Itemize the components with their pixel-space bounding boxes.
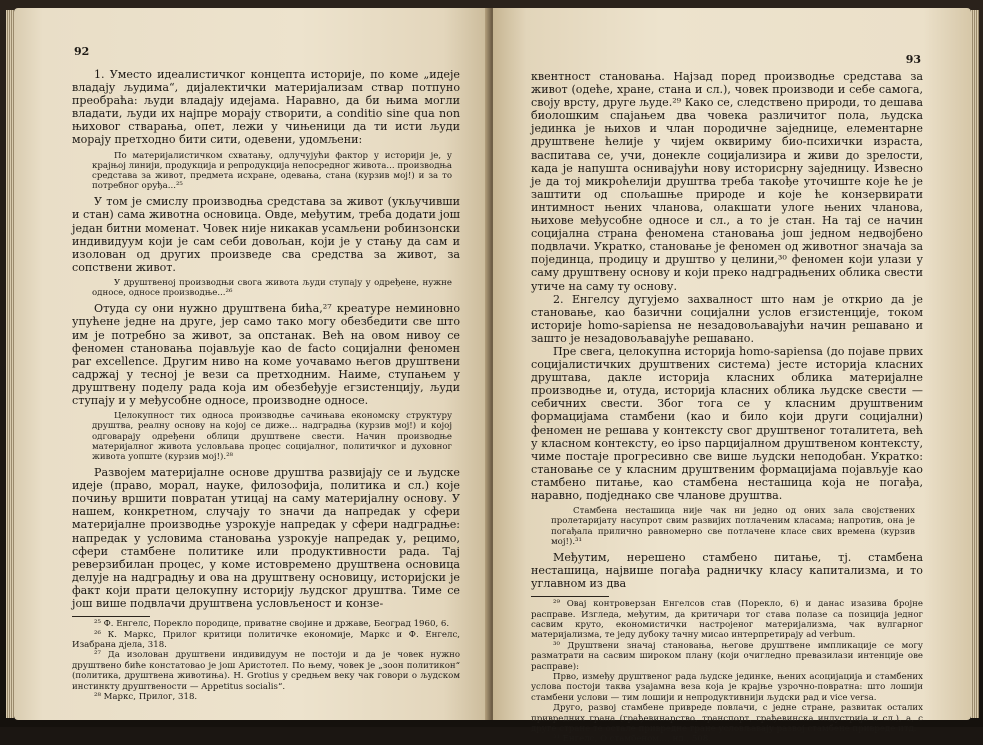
page-number-left: 92 bbox=[74, 45, 90, 58]
paragraph: Међутим, нерешено стамбено питање, тј. стамбена несташица, највише погађа радничку класу капитализма, и то углавном из два bbox=[531, 550, 923, 591]
footnote: ²⁶ К. Маркс, Прилог критици политичке економије, Маркс и Ф. Енгелс, Изабрана дјела, 318. bbox=[72, 629, 460, 650]
paragraph: 1. Уместо идеалистичког концепта историје, по коме „идеје владају људима“, дијалектички материјализам ствар потпуно преобраћа: људи владају идејама. Наравно, да би њима могли владати, људи их најпре морају створити, а conditio sine qua non њиховог стварања, опет, лежи у чињеници да ти исти људи морају претходно бити сити, одевени, удомљени: bbox=[72, 68, 460, 147]
footnote-divider bbox=[72, 616, 150, 617]
footnote-divider bbox=[531, 596, 609, 597]
left-page-text bbox=[72, 68, 460, 702]
block-quote: По материјалистичком схватању, одлучујући фактор у историји је, у крајњој линији, продукција и репродукција непосредног живота... производња средстава за живот, предмета исхране, одевања, стана (курзив мој!) и за то потребног оруђа...²⁵ bbox=[92, 150, 452, 192]
footnote: ²⁵ Ф. Енгелс, Порекло породице, приватне својине и државе, Београд 1960, 6. bbox=[94, 619, 450, 630]
page-edges-right bbox=[971, 10, 979, 718]
footnote: Прво, између друштвеног рада људске јединке, њених асоцијација и стамбених услова постоји таква узајамна веза која је крајње узрочно-повратна: што лошији стамбени услови — тим лошији и непродуктивнији људски рад и vice versa. bbox=[531, 672, 923, 703]
paragraph: квентност становања. Најзад поред производње средстава за живот (одеће, хране, стана и сл.), човек производи и себе самога, своју врсту, друге људе.²⁹ Како се, следствено природи, то дешава биолошким спајањем два човека различитог пола, људска јединка је њихов и члан породичне заједнице, елементарне друштвене ћелије у чијем оквириму био-психички израста, васпитава се, учи, донекле социјализира и живи до зрелости, када је напушта оснивајући нову историсрну заједницу. Извесно је да тој микроћелији друштва треба такође уточиште које ће је заштити од спољашње природе и које ће конзервирати интимност њених чланова, олакшати улоге њених чланова, њихове међусобне односе и сл., а то је стан. На тај се начин социјална страна феномена становања још једном недвојбено подвлачи. Укратко, становање је феномен од животног значаја за појединца, продицу и друштво у целини,³⁰ феномен који улази у саму друштвену основу и који преко надградњених облика свести утиче на саму ту основу. bbox=[531, 70, 923, 293]
block-quote: Стамбена несташица није чак ни једно од оних зала својствених пролетаријату насупрот свим развијих потлаченим класама; напротив, она је погађала прилично равномерно све потлачене класе свих времена (курзив мој!).³¹ bbox=[551, 506, 915, 547]
page-edges-left bbox=[6, 10, 14, 718]
paragraph: Отуда су они нужно друштвена бића,²⁷ креатуре неминовно упућене једне на друге, јер само тако могу обезбедити све што им је потребно за живот, за опстанак. Већ на овом нивоу се феномен становања појављује као de facto социјални феномен par excellence. Другим ниво на коме уочавамо његов друштвени садржај у тесној је вези са претходним. Наиме, ступањем у друштвену поделу рада која им обезбеђује егзистенцију, људи ступају и у међусобне односе, производне односе. bbox=[72, 302, 460, 407]
footnote: ²⁹ Овај контроверзан Енгелсов став (Порекло, 6) и данас изазива бројне расправе. Изгледа, међутим, да критичари тог става полазе са позиција једног сасвим круто, економистички настројеног материјализма, чак вулгарног материјализма, те једу дубоку тачну мисао интерпретирају ad verbum. bbox=[531, 599, 923, 641]
block-quote: Целокупност тих односа производње сачињава економску структуру друштва, реалну основу на којој се диже... надградња (курзив мој!) и којој одговарају одређени облици друштвене свести. Начин производње материјалног живота условљава процес социјалног, политичког и духовног живота уопште (курзив мој!).²⁸ bbox=[92, 411, 452, 462]
footnote: ²⁷ Да изолован друштвени индивидуум не постоји и да је човек нужно друштвено биће констатовао је још Аристотел. По њему, човек је „зоон политикон“ (политика, друштвена животиња). Н. Grotius у средњем веку чак говори о људском инстинкту друштвености — Appetitus socialis“. bbox=[72, 650, 460, 692]
page-number-right: 93 bbox=[905, 53, 921, 66]
paragraph: У том је смислу производња средстава за живот (укључивши и стан) сама животна основица. Овде, међутим, треба додати још један битни моменат. Човек није никакав усамљени робинзонски индивидуум који је сам себи довољан, који је у стању да сам и изолован од других произведе сва средства за живот, за сопствени живот. bbox=[72, 195, 460, 274]
footnote: Друго, развој стамбене привреде повлачи, с једне стране, развитак осталих привредних грана (грађевинарство, транспорт, грађевинска индустрија и сл.), а, с друге стране те остале привредне гране условљавају развој стамбене привреде итд. bbox=[531, 703, 923, 735]
right-page-text bbox=[531, 70, 923, 745]
paragraph: Развојем материјалне основе друштва развијају се и људске идеје (право, морал, науке, филозофија, политика и сл.) које почињу вршити повратан утицај на саму материјалну основу. У нашем, конкретном, случају то значи да напредак у сфери материјалне производње узрокује напредак у сфери надградње: напредак у условима становања узрокује напредак у, рецимо, сфери стамбене политике или продуктивности рада. Тај реверзибилан процес, у коме истовремено друштвена основица делује на надградњу и ова на друштвену основицу, историјски је факт који прати целокупну историју људског друштва. Тиме се још више подвлачи друштвена условљеност и конзе- bbox=[72, 466, 460, 611]
block-quote: У друштвеној производњи свога живота људи ступају у одређене, нужне односе, односе производње...²⁶ bbox=[92, 277, 452, 299]
paragraph: Пре свега, целокупна историја homo-sapiensa (до појаве првих социјалистичких друштвених система) јесте историја класних друштава, дакле историја класних облика материјалне производње и, отуда, историја класних облика људске свести — себичних свести. Због тога се у класним друштвеним формацијама стамбени (као и било који други социјални) феномен не решава у контексту свог друштвеног тоталитета, већ у класном контексту, ео ipso парцијалном друштвеном контексту, чиме постаје прогресивно све више људски неподобан. Укратко: становање се у класним друштвеним формацијама појављује као стамбено питање, као стамбена несташица која не погађа, наравно, подједнако све чланове друштва. bbox=[531, 344, 923, 502]
paragraph: 2. Енгелсу дугујемо захвалност што нам је открио да је становање, као базични социјални услов егзистенције, током историје homo-sapiensa не незадовољавајући начин решавано и зашто је незадовољавајуће решавано. bbox=[531, 292, 923, 345]
right-page bbox=[493, 8, 971, 745]
left-page bbox=[14, 8, 491, 720]
footnote: ³¹ Енгелс, О стамбеном..., нд., 508. bbox=[553, 734, 711, 745]
footnote: ³⁰ Друштвени значај становања, његове друштвене импликације се могу разматрати на сасвим широком плану (који очигледно превазилази интенције ове расправе): bbox=[531, 640, 923, 672]
footnote: ²⁸ Маркс, Прилог, 318. bbox=[94, 691, 198, 702]
